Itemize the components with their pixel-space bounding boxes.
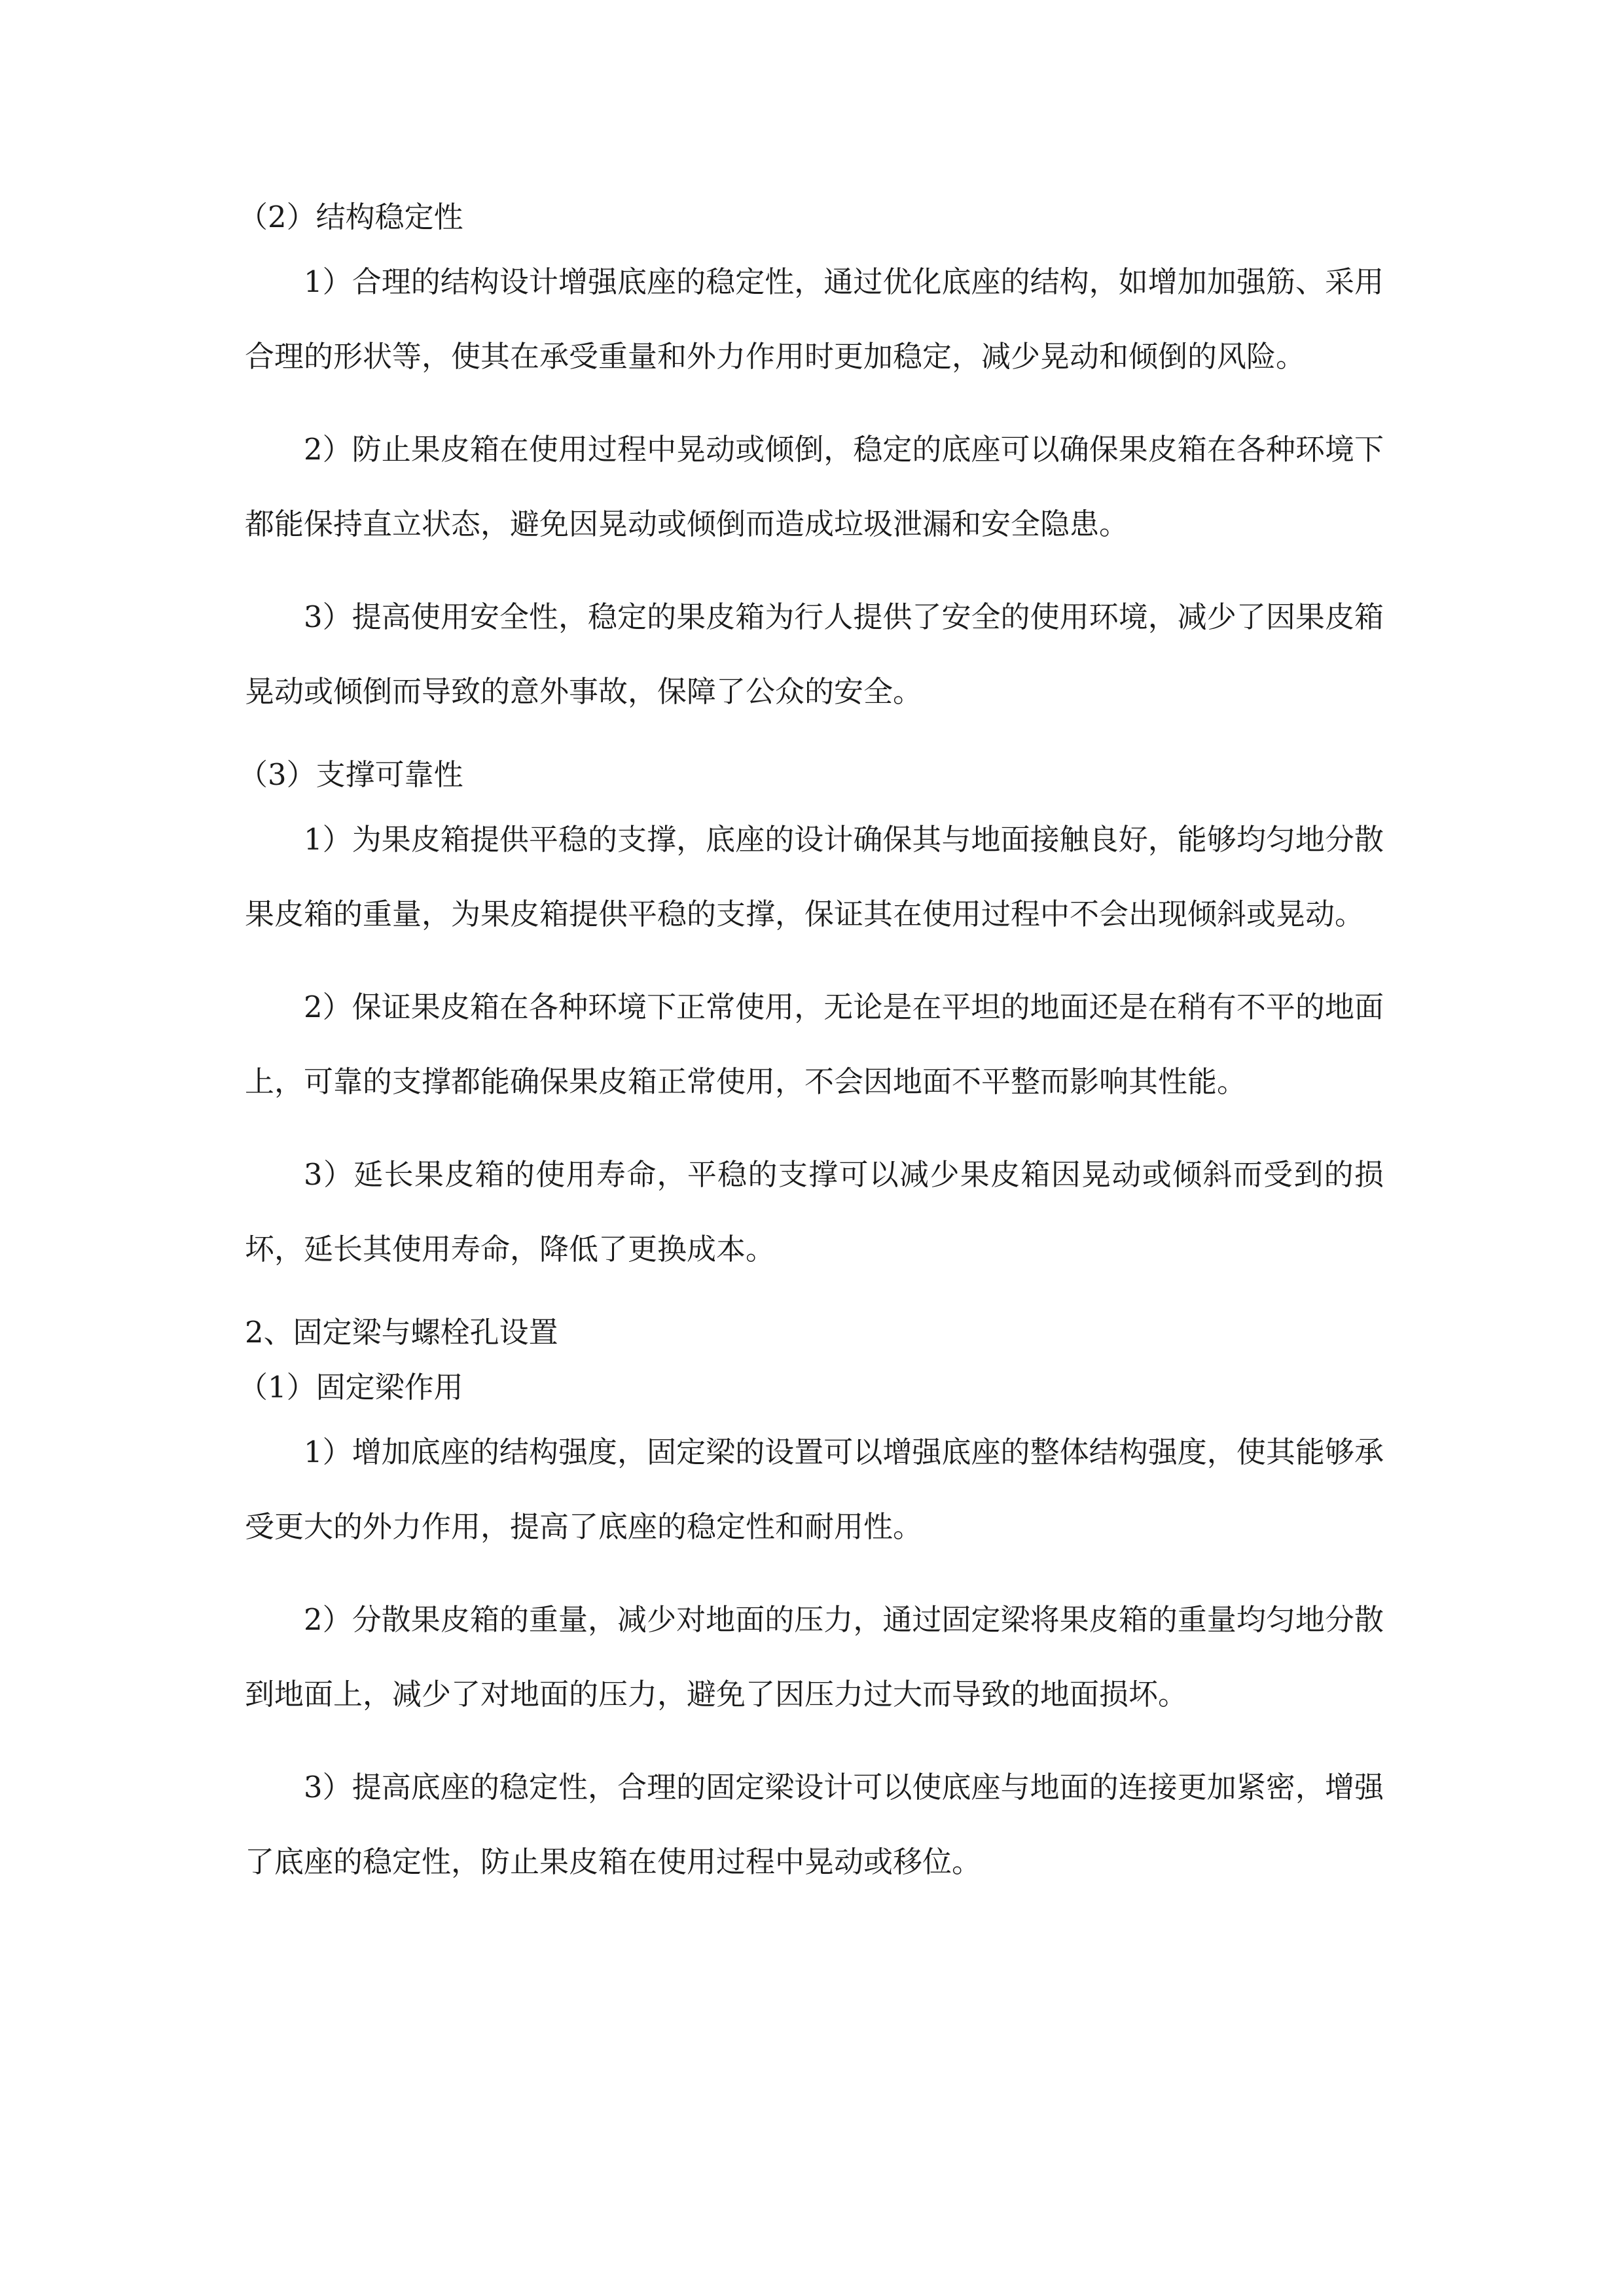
document-body	[238, 190, 1384, 1918]
paragraph: 1）为果皮箱提供平稳的支撑，底座的设计确保其与地面接触良好，能够均匀地分散果皮箱的重量，为果皮箱提供平稳的支撑，保证其在使用过程中不会出现倾斜或晃动。	[245, 822, 1384, 931]
paragraph: 2）防止果皮箱在使用过程中晃动或倾倒，稳定的底座可以确保果皮箱在各种环境下都能保持直立状态，避免因晃动或倾倒而造成垃圾泄漏和安全隐患。	[245, 432, 1384, 541]
paragraph: 3）延长果皮箱的使用寿命，平稳的支撑可以减少果皮箱因晃动或倾斜而受到的损坏，延长其使用寿命，降低了更换成本。	[245, 1157, 1384, 1266]
paragraph: 3）提高使用安全性，稳定的果皮箱为行人提供了安全的使用环境，减少了因果皮箱晃动或倾倒而导致的意外事故，保障了公众的安全。	[245, 600, 1384, 709]
paragraph: 1）合理的结构设计增强底座的稳定性，通过优化底座的结构，如增加加强筋、采用合理的形状等，使其在承受重量和外力作用时更加稳定，减少晃动和倾倒的风险。	[245, 264, 1384, 374]
section-heading-fixed-beam-function: （1）固定梁作用	[238, 1370, 463, 1405]
chapter-heading-beams-and-bolt-holes: 2、固定梁与螺栓孔设置	[245, 1315, 558, 1350]
section-heading-support-reliability: （3）支撑可靠性	[238, 757, 463, 792]
paragraph: 1）增加底座的结构强度，固定梁的设置可以增强底座的整体结构强度，使其能够承受更大的外力作用，提高了底座的稳定性和耐用性。	[245, 1435, 1384, 1544]
paragraph: 3）提高底座的稳定性，合理的固定梁设计可以使底座与地面的连接更加紧密，增强了底座的稳定性，防止果皮箱在使用过程中晃动或移位。	[245, 1770, 1384, 1879]
paragraph: 2）保证果皮箱在各种环境下正常使用，无论是在平坦的地面还是在稍有不平的地面上，可靠的支撑都能确保果皮箱正常使用，不会因地面不平整而影响其性能。	[245, 990, 1384, 1099]
section-heading-structural-stability: （2）结构稳定性	[238, 200, 463, 234]
paragraph: 2）分散果皮箱的重量，减少对地面的压力，通过固定梁将果皮箱的重量均匀地分散到地面上，减少了对地面的压力，避免了因压力过大而导致的地面损坏。	[245, 1602, 1384, 1712]
